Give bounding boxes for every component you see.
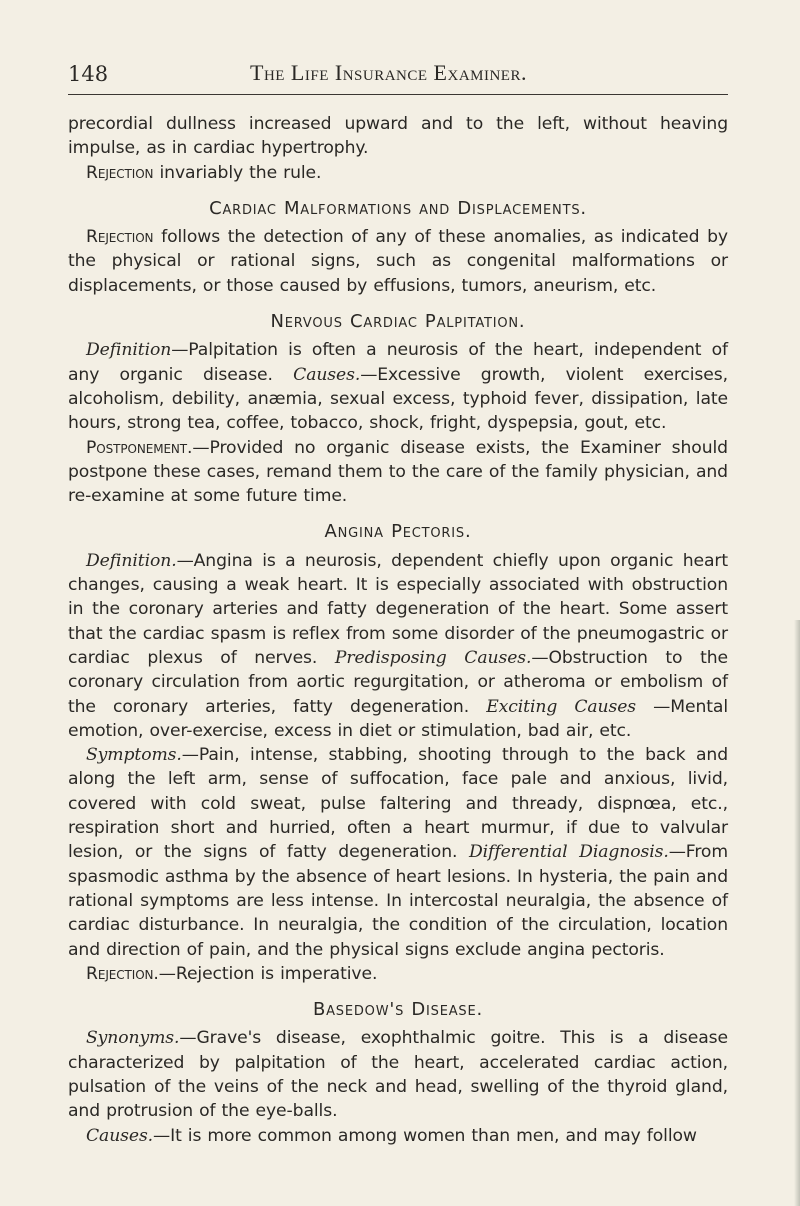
exciting-causes-text: —Mental emotion, over-exercise, excess in diet or stimulation, bad air, etc. <box>68 696 728 741</box>
paragraph-angina-symptoms <box>68 743 728 962</box>
rejection-label: Rejection <box>86 227 154 248</box>
malformations-text: follows the detection of any of these anomalies, as indicated by the physical or rational signs, such as congenital malformations or displacements, or those caused by effusions, tumors, aneurism, etc. <box>68 227 728 296</box>
book-page <box>68 50 728 1146</box>
paragraph-angina-rejection <box>68 962 728 986</box>
page-number: 148 <box>68 62 109 86</box>
paragraph-basedow-synonyms <box>68 1026 728 1123</box>
running-head: The Life Insurance Examiner. <box>250 60 527 85</box>
paragraph-basedow-causes <box>68 1124 728 1148</box>
differential-diagnosis-label: Differential Diagnosis. <box>468 842 669 863</box>
rejection-text: invariably the rule. <box>153 162 322 183</box>
symptoms-label: Symptoms. <box>86 745 182 766</box>
differential-diagnosis-text: —From spasmodic asthma by the absence of heart lesions. In hysteria, the pain and rational symptoms are less intense. In intercostal neuralgia, the absence of cardiac disturbance. In neuralgia, the condition of the circulation, location and direction of pain, and the physical signs exclude angina pectoris. <box>68 842 728 960</box>
paragraph-continuation: precordial dullness increased upward and to the left, without heaving impulse, as in cardiac hypertrophy. <box>68 114 728 159</box>
page-header <box>68 50 728 95</box>
synonyms-text: —Grave's disease, exophthalmic goitre. This is a disease characterized by palpitation of the heart, accelerated cardiac action, pulsation of the veins of the neck and head, swelling of the thyroid gland, and protrusion of the eye-balls. <box>68 1028 728 1122</box>
causes-label: Causes. <box>86 1125 154 1146</box>
paragraph-postponement <box>68 436 728 509</box>
section-heading-angina-pectoris: Angina Pectoris. <box>324 521 472 543</box>
paragraph-malformations <box>68 225 728 298</box>
definition-text: —Palpitation is often a neurosis of the heart, independent of any organic disease. <box>68 340 728 385</box>
causes-text: —Excessive growth, violent exercises, alcoholism, debility, anæmia, sexual excess, typhoid fever, dissipation, late hours, strong tea, coffee, tobacco, shock, fright, dyspepsia, gout, etc. <box>68 364 728 434</box>
body-text <box>68 112 728 1148</box>
definition-label: Definition. <box>86 550 177 571</box>
definition-label: Definition <box>86 340 172 361</box>
section-heading-nervous-palpitation: Nervous Cardiac Palpitation. <box>270 311 526 333</box>
synonyms-label: Synonyms. <box>86 1028 180 1049</box>
predisposing-causes-label: Predisposing Causes. <box>334 647 532 668</box>
page-edge-shadow <box>794 620 800 1206</box>
rejection-label: Rejection <box>86 162 154 183</box>
postponement-label: Postponement. <box>86 437 193 458</box>
paragraph-angina-definition <box>68 549 728 743</box>
symptoms-text: —Pain, intense, stabbing, shooting through to the back and along the left arm, sense of suffocation, face pale and anxious, livid, covered with cold sweat, pulse faltering and thready, dispnœa, etc., respiration short and hurried, often a heart murmur, if due to valvular lesion, or the signs of fatty degeneration. <box>68 745 728 863</box>
section-heading-cardiac-malformations: Cardiac Malformations and Displacements. <box>209 197 587 219</box>
causes-label: Causes. <box>293 364 361 385</box>
paragraph-palpitation-definition <box>68 338 728 435</box>
paragraph-rejection-hypertrophy <box>68 161 728 185</box>
rejection-label: Rejection. <box>86 963 159 984</box>
rejection-text: —Rejection is imperative. <box>158 963 378 984</box>
causes-text: —It is more common among women than men, and may follow <box>153 1125 697 1146</box>
postponement-text: —Provided no organic disease exists, the Examiner should postpone these cases, remand them to the care of the family physician, and re-examine at some future time. <box>68 437 728 507</box>
predisposing-causes-text: —Obstruction to the coronary circulation from aortic regurgitation, or atheroma or embolism of the coronary arteries, fatty degeneration. <box>68 647 728 717</box>
exciting-causes-label: Exciting Causes <box>486 696 637 717</box>
definition-text: —Angina is a neurosis, dependent chiefly upon organic heart changes, causing a weak heart. It is especially associated with obstruction in the coronary arteries and fatty degeneration of the heart. Some assert that the cardiac spasm is reflex from some disorder of the pneumogastric or cardiac plexus of nerves. <box>68 550 728 668</box>
section-heading-basedows-disease: Basedow's Disease. <box>312 999 484 1021</box>
